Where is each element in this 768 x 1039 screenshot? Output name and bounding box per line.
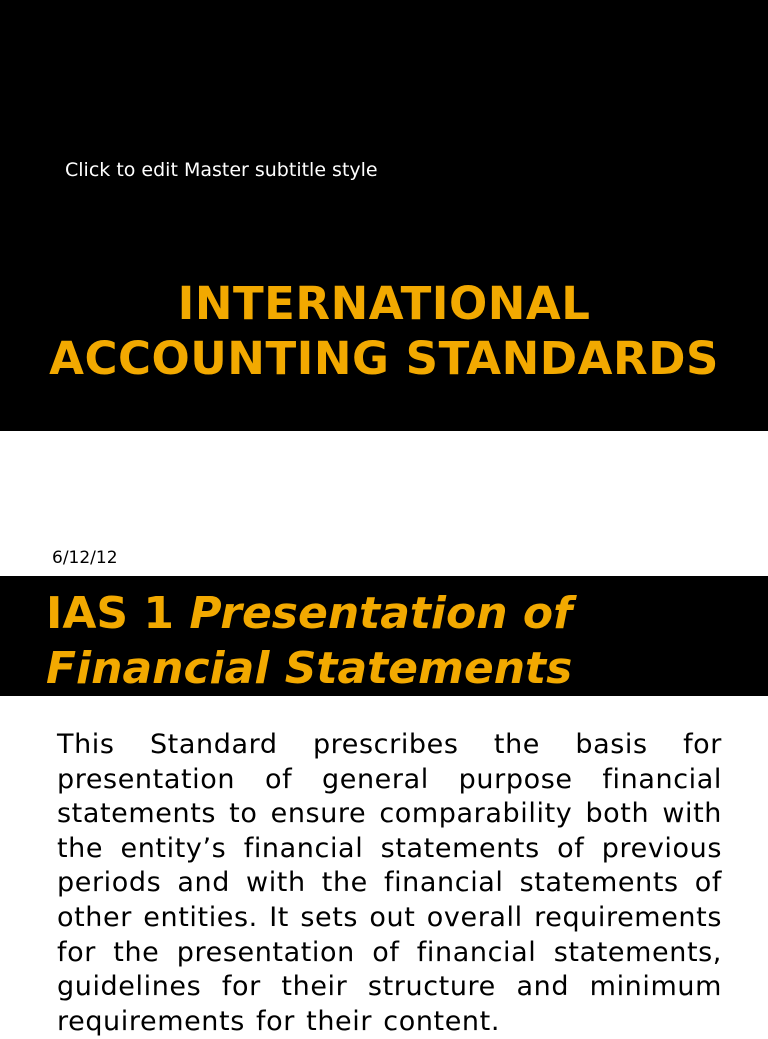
content-title-italic-2: Financial Statements xyxy=(46,643,573,694)
content-slide-title xyxy=(46,586,572,696)
slide-title-line-2: ACCOUNTING STANDARDS xyxy=(49,332,719,385)
slide-title-line-1: INTERNATIONAL xyxy=(177,277,591,330)
content-title-line-1 xyxy=(46,586,572,641)
slide-title xyxy=(0,276,768,386)
content-body-text: This Standard prescribes the basis for presentation of general purpose financial statements to ensure comparability both with the entity’s financial statements of previous periods and with the financial statements of other entities. It sets out overall requirements for the presentation of financial statements, guidelines for their structure and minimum requirements for their content. xyxy=(57,729,722,1037)
slide-date: 6/12/12 xyxy=(52,548,118,568)
slide-subtitle: Click to edit Master subtitle style xyxy=(65,159,378,181)
content-title-italic-1: Presentation of xyxy=(189,588,573,639)
content-title-prefix: IAS 1 xyxy=(46,588,190,639)
